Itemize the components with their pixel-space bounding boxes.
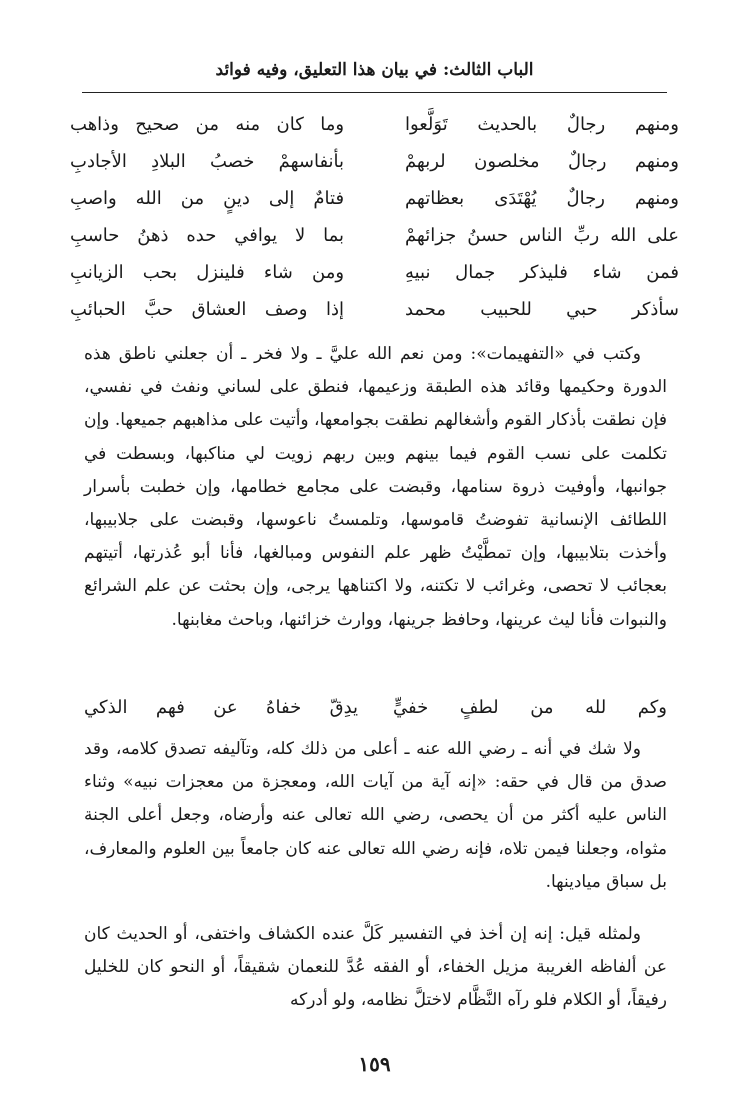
running-header: الباب الثالث: في بيان هذا التعليق، وفيه فوائد (215, 60, 534, 80)
paragraph-text: وكتب في «التفهيمات»: ومن نعم الله عليَّ ـ ولا فخر ـ أن جعلني ناطق هذه الدورة وحكيمها وقائد هذه الطبقة وزعيمها، فنطق على لساني ونفث في نفسي، فإن نطقت بأذكار القوم وأشغالهم نطقت بجوامعها، وأتيت على مذاهبهم جميعها. وإن تكلمت على نسب القوم فيما بينهم وبين ربهم زويت لي مناكبها، وبسطت في جوانبها، وأوفيت ذروة سنامها، وقبضت على مجامع خطامها، وإن خطبت بأسرار اللطائف الإنسانية تفوضتُ قاموسها، وتلمستُ ناعوسها، وقبضت على جلابيبها، وأخذت بتلابيبها، وإن تمطَّيْتُ ظهر علم النفوس ومبالغها، فأنا أبو عُذرتها، أتيتهم بعجائب لا تحصى، وغرائب لا تكتنه، ولا اكتناهها يرجى، وإن بحثت عن علم الشرائع والنبوات فأنا ليث عرينها، وحافظ جرينها، ووارث خزائنها، وباحث مغابنها. (84, 344, 668, 630)
verse-first-hemistich: سأذكر حبي للحبيب محمد (404, 299, 679, 320)
verse-second-hemistich: بأنفاسهمْ خصبُ البلادِ الأجادبِ (70, 151, 345, 172)
verse-first-hemistich: على الله ربِّ الناس حسنُ جزائهمْ (404, 225, 679, 246)
verse-line (70, 143, 679, 180)
verse-second-hemistich: وما كان منه من صحيح وذاهب (70, 114, 345, 135)
verse-line (70, 217, 679, 254)
verse-second-hemistich: ومن شاء فلينزل بحب الزيانبِ (70, 262, 345, 283)
verse-first-hemistich: ومنهم رجالٌ مخلصون لربهمْ (404, 151, 679, 172)
verse-second-hemistich: إذا وصف العشاق حبَّ الحبائبِ (70, 299, 345, 320)
paragraph-praise (84, 733, 667, 899)
single-verse-line (84, 690, 667, 724)
paragraph-tafhimat (84, 338, 667, 637)
verse-first-hemistich: فمن شاء فليذكر جمال نبيهِ (404, 262, 679, 283)
verse-line (70, 254, 679, 291)
paragraph-text: ولمثله قيل: إنه إن أخذ في التفسير كَلَّ عنده الكشاف واختفى، أو الحديث كان عن ألفاظه الغريبة مزيل الخفاء، أو الفقه عُدَّ للنعمان شقيقاً، أو النحو كان للخليل رفيقاً، أو الكلام فلو رآه النَّظَّام لاختلَّ نظامه، ولو أدركه (84, 924, 667, 1011)
verse-second-hemistich: يدِقّ خفاهُ عن فهم الذكي (84, 696, 359, 718)
verse-first-hemistich: ومنهم رجالٌ يُهْتَدَى بعظاتهم (404, 188, 679, 209)
verse-first-hemistich: وكم لله من لطفٍ خفيٍّ (393, 696, 667, 718)
verse-second-hemistich: بما لا يوافي حده ذهنُ حاسبِ (70, 225, 345, 246)
header-divider (82, 92, 667, 93)
page-number: ١٥٩ (358, 1052, 391, 1076)
verse-line (70, 106, 679, 143)
poem-block (70, 106, 679, 328)
paragraph-comparison (84, 918, 667, 1018)
paragraph-text: ولا شك في أنه ـ رضي الله عنه ـ أعلى من ذلك كله، وتآليفه تصدق كلامه، وقد صدق من قال في حقه: «إنه آية من آيات الله، ومعجزة من معجزات نبيه» وثناء الناس عليه أكثر من أن يحصى، رضي الله تعالى عنه وأرضاه، وجعل أعلى الجنة مثواه، وجعلنا فيمن تلاه، فإنه رضي الله تعالى عنه كان جامعاً بين العلوم والمعارف، بل سباق ميادينها. (84, 739, 667, 892)
verse-line (70, 291, 679, 328)
verse-second-hemistich: فتامٌ إلى دينٍ من الله واصبِ (70, 188, 345, 209)
verse-first-hemistich: ومنهم رجالٌ بالحديث تَوَلَّعوا (404, 114, 679, 135)
verse-line (70, 180, 679, 217)
